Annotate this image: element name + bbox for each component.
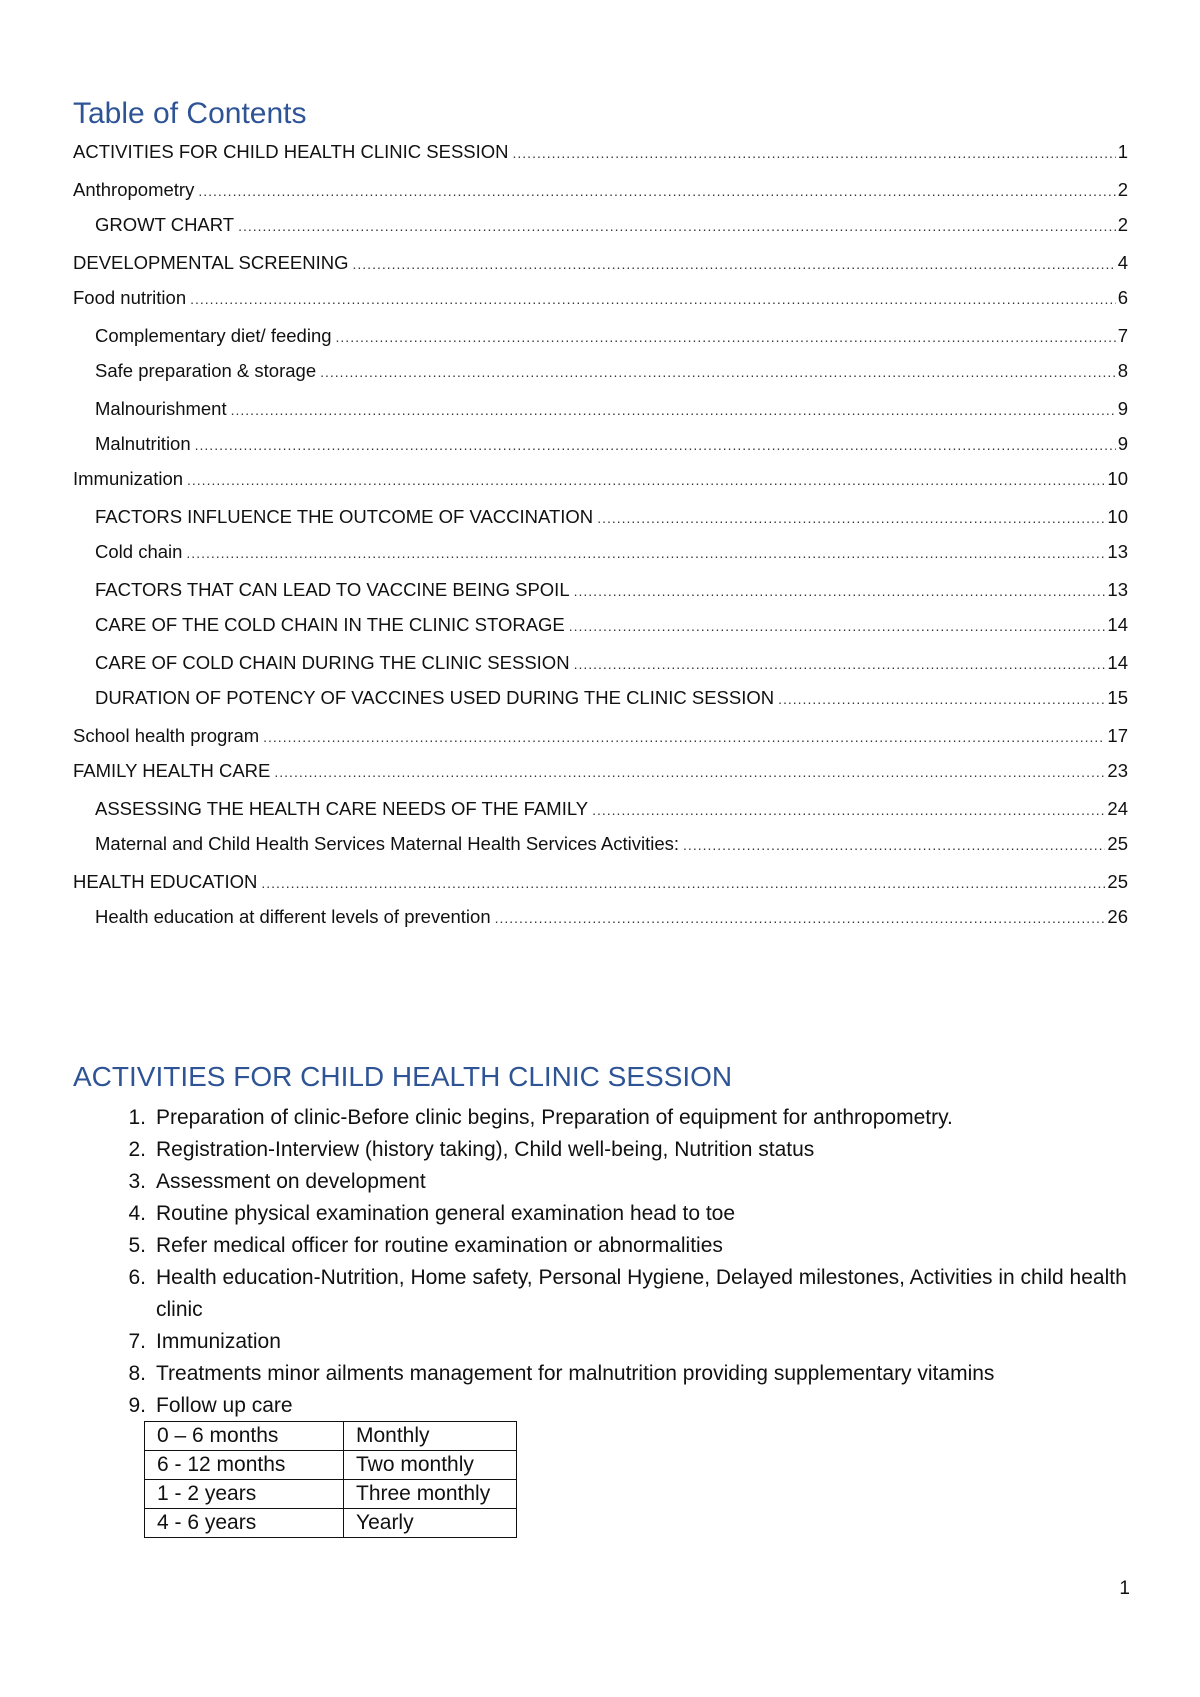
age-cell: 6 - 12 months	[145, 1451, 344, 1480]
toc-entry-page: 4	[1117, 252, 1128, 273]
toc-entry-text: DEVELOPMENTAL SCREENING	[73, 252, 349, 273]
toc-entry-text: FACTORS INFLUENCE THE OUTCOME OF VACCINATION	[95, 506, 594, 527]
toc-entry-page: 13	[1107, 579, 1128, 600]
toc-entry-page: 14	[1107, 652, 1128, 673]
toc-entry-text: ASSESSING THE HEALTH CARE NEEDS OF THE FAMILY	[95, 798, 589, 819]
toc-entry-page: 24	[1107, 798, 1128, 819]
toc-title: Table of Contents	[73, 97, 307, 130]
list-item	[110, 1390, 1130, 1422]
toc-entry-page: 6	[1117, 287, 1128, 308]
toc-entry-text: Health education at different levels of prevention	[95, 906, 491, 927]
toc-entry-text: CARE OF COLD CHAIN DURING THE CLINIC SESSION	[95, 652, 570, 673]
list-item-number: 3.	[128, 1170, 146, 1193]
toc-dot-leader	[198, 179, 1115, 203]
table-row	[145, 1480, 517, 1509]
toc-entry-text: DURATION OF POTENCY OF VACCINES USED DURING THE CLINIC SESSION	[95, 687, 775, 708]
toc-entry-text: CARE OF THE COLD CHAIN IN THE CLINIC STORAGE	[95, 614, 565, 635]
toc-entry-page: 13	[1107, 541, 1128, 562]
age-cell: 0 – 6 months	[145, 1422, 344, 1451]
toc-entry-text: Maternal and Child Health Services Maternal Health Services Activities:	[95, 833, 680, 854]
toc-dot-leader	[597, 506, 1105, 530]
toc-entry[interactable]	[95, 324, 1128, 348]
list-item-number: 1.	[128, 1106, 146, 1129]
toc-entry-text: Malnutrition	[95, 433, 191, 454]
frequency-cell: Yearly	[344, 1509, 517, 1538]
list-item-number: 7.	[128, 1330, 146, 1353]
list-item	[110, 1230, 1130, 1262]
section-heading: ACTIVITIES FOR CHILD HEALTH CLINIC SESSION	[73, 1061, 733, 1092]
frequency-cell: Monthly	[344, 1422, 517, 1451]
followup-table	[144, 1421, 517, 1538]
toc-dot-leader	[778, 687, 1105, 711]
list-item-number: 6.	[128, 1266, 146, 1289]
toc-entry[interactable]	[73, 178, 1128, 202]
toc-entry[interactable]	[95, 432, 1128, 456]
toc-entry-page: 8	[1117, 360, 1128, 381]
table-row	[145, 1451, 517, 1480]
toc-dot-leader	[353, 252, 1116, 276]
list-item	[110, 1358, 1130, 1390]
frequency-cell: Three monthly	[344, 1480, 517, 1509]
toc-entry-page: 2	[1117, 179, 1128, 200]
toc-dot-leader	[320, 360, 1116, 384]
toc-entry[interactable]	[73, 870, 1128, 894]
toc-entry[interactable]	[95, 359, 1128, 383]
toc-dot-leader	[195, 433, 1116, 457]
toc-dot-leader	[683, 833, 1105, 857]
toc-entry-text: Complementary diet/ feeding	[95, 325, 332, 346]
list-item-number: 5.	[128, 1234, 146, 1257]
list-item-text: Treatments minor ailments management for malnutrition providing supplementary vitamins	[156, 1362, 995, 1385]
toc-entry[interactable]	[73, 251, 1128, 275]
toc-entry-page: 23	[1107, 760, 1128, 781]
table-row	[145, 1422, 517, 1451]
toc-entry-page: 10	[1107, 468, 1128, 489]
toc-entry-page: 14	[1107, 614, 1128, 635]
toc-entry-text: Food nutrition	[73, 287, 187, 308]
toc-dot-leader	[263, 725, 1105, 749]
toc-entry-page: 17	[1107, 725, 1128, 746]
toc-entry-page: 9	[1117, 433, 1128, 454]
toc-entry[interactable]	[73, 286, 1128, 310]
frequency-cell: Two monthly	[344, 1451, 517, 1480]
toc-entry-page: 25	[1107, 833, 1128, 854]
list-item-number: 9.	[128, 1394, 146, 1417]
toc-entry[interactable]	[95, 397, 1128, 421]
toc-entry[interactable]	[95, 540, 1128, 564]
toc-entry[interactable]	[95, 686, 1128, 710]
toc-entry-page: 9	[1117, 398, 1128, 419]
age-cell: 1 - 2 years	[145, 1480, 344, 1509]
toc-entry-text: FACTORS THAT CAN LEAD TO VACCINE BEING SPOIL	[95, 579, 570, 600]
toc-dot-leader	[592, 798, 1105, 822]
toc-entry[interactable]	[95, 832, 1128, 856]
toc-entry[interactable]	[95, 578, 1128, 602]
toc-entry-page: 10	[1107, 506, 1128, 527]
toc-entry-text: Anthropometry	[73, 179, 195, 200]
page-number: 1	[1119, 1578, 1130, 1599]
list-item	[110, 1326, 1130, 1358]
toc-dot-leader	[190, 287, 1116, 311]
activity-list	[110, 1102, 1130, 1422]
list-item-text: Follow up care	[156, 1394, 293, 1417]
toc-entry-text: ACTIVITIES FOR CHILD HEALTH CLINIC SESSION	[73, 141, 509, 162]
toc-entry[interactable]	[95, 905, 1128, 929]
toc-entry[interactable]	[73, 724, 1128, 748]
toc-entry-page: 26	[1107, 906, 1128, 927]
toc-dot-leader	[569, 614, 1106, 638]
toc-dot-leader	[238, 214, 1116, 238]
list-item	[110, 1198, 1130, 1230]
toc-entry[interactable]	[95, 213, 1128, 237]
list-item-number: 2.	[128, 1138, 146, 1161]
toc-entry-page: 15	[1107, 687, 1128, 708]
toc-dot-leader	[513, 141, 1116, 165]
toc-dot-leader	[495, 906, 1106, 930]
toc-entry-page: 2	[1117, 214, 1128, 235]
toc-entry[interactable]	[95, 651, 1128, 675]
list-item-number: 8.	[128, 1362, 146, 1385]
toc-entry-text: Safe preparation & storage	[95, 360, 317, 381]
list-item	[110, 1166, 1130, 1198]
list-item-text: Routine physical examination general examination head to toe	[156, 1202, 736, 1225]
list-item-text: Refer medical officer for routine examination or abnormalities	[156, 1234, 723, 1257]
toc-entry[interactable]	[95, 797, 1128, 821]
list-item-text: Assessment on development	[156, 1170, 426, 1193]
toc-entry-page: 1	[1117, 141, 1128, 162]
toc-dot-leader	[231, 398, 1116, 422]
toc-dot-leader	[574, 652, 1106, 676]
list-item	[110, 1262, 1130, 1326]
toc-dot-leader	[186, 541, 1105, 565]
list-item-text: Registration-Interview (history taking), Child well-being, Nutrition status	[156, 1138, 815, 1161]
table-row	[145, 1509, 517, 1538]
toc-entry[interactable]	[95, 613, 1128, 637]
list-item	[110, 1102, 1130, 1134]
toc-dot-leader	[274, 760, 1105, 784]
toc-entry[interactable]	[73, 140, 1128, 164]
toc-entry-page: 7	[1117, 325, 1128, 346]
toc-entry-text: Immunization	[73, 468, 184, 489]
list-item	[110, 1134, 1130, 1166]
toc-entry[interactable]	[73, 467, 1128, 491]
toc-dot-leader	[574, 579, 1106, 603]
toc-entry-text: GROWT CHART	[95, 214, 235, 235]
toc-entry[interactable]	[73, 759, 1128, 783]
age-cell: 4 - 6 years	[145, 1509, 344, 1538]
toc-entry-text: Cold chain	[95, 541, 183, 562]
toc-entry-text: School health program	[73, 725, 260, 746]
list-item-text: Preparation of clinic-Before clinic begins, Preparation of equipment for anthropometry.	[156, 1106, 953, 1129]
toc-entry[interactable]	[95, 505, 1128, 529]
toc-entry-text: FAMILY HEALTH CARE	[73, 760, 271, 781]
toc-entry-page: 25	[1107, 871, 1128, 892]
toc-dot-leader	[336, 325, 1116, 349]
toc-dot-leader	[261, 871, 1105, 895]
toc-dot-leader	[187, 468, 1105, 492]
toc-entry-text: HEALTH EDUCATION	[73, 871, 258, 892]
list-item-number: 4.	[128, 1202, 146, 1225]
list-item-text: Health education-Nutrition, Home safety, Personal Hygiene, Delayed milestones, Activities in child health clinic	[156, 1266, 1127, 1321]
list-item-text: Immunization	[156, 1330, 281, 1353]
toc-entry-text: Malnourishment	[95, 398, 227, 419]
